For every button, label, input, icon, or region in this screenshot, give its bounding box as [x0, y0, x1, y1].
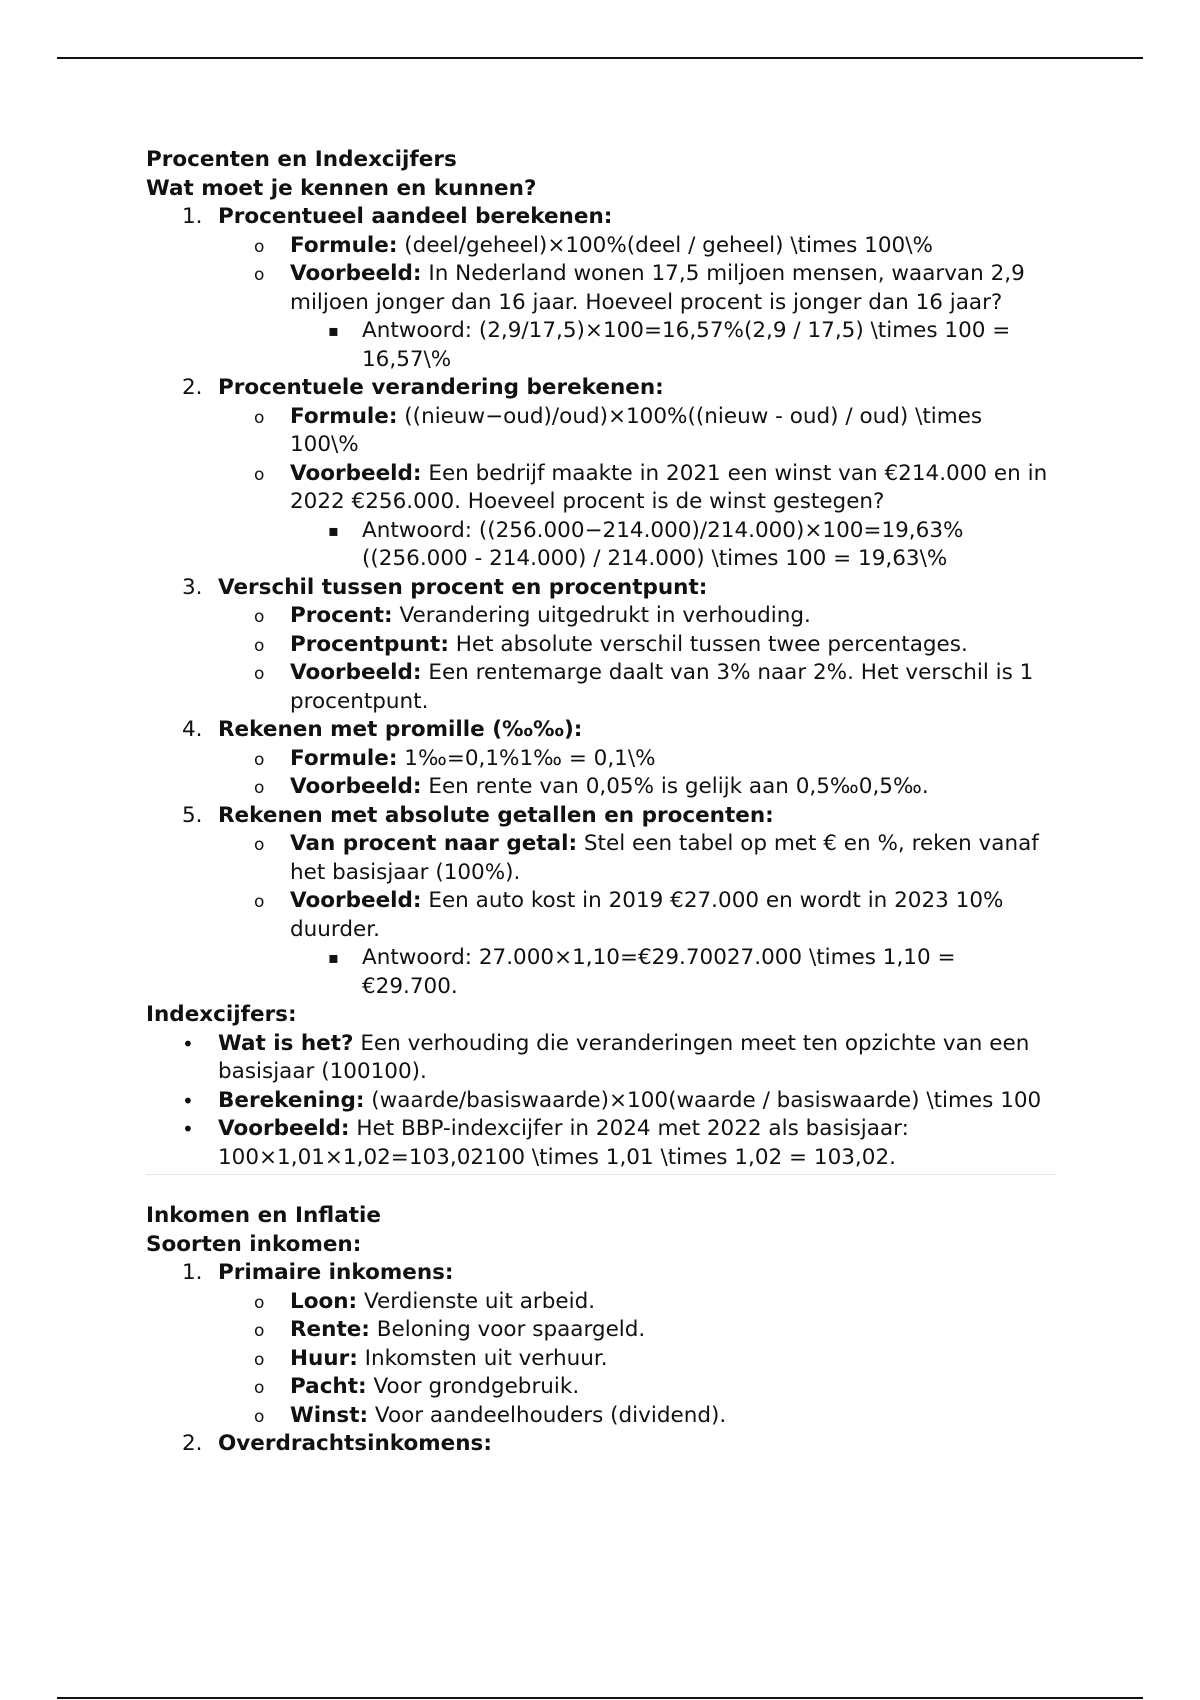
list-item [146, 1087, 1056, 1116]
item-text: Een verhouding die veranderingen meet ten opzichte van een basisjaar (100100). [218, 1030, 1030, 1084]
sub-item-text: (deel/geheel)×100%(deel / geheel) \times 100\% [397, 232, 933, 258]
list-number: 4. [182, 717, 203, 742]
answer-item [146, 944, 1056, 1001]
section-subtitle: Wat moet je kennen en kunnen? [146, 175, 537, 201]
circle-bullet-icon: o [254, 1349, 265, 1370]
item-label: Wat is het? [218, 1030, 354, 1056]
list-item [146, 802, 1056, 831]
sub-item-label: Huur: [290, 1345, 358, 1371]
list-item [146, 1030, 1056, 1087]
circle-bullet-icon: o [254, 236, 265, 257]
list-number: 1. [182, 204, 203, 229]
index-heading: Indexcijfers: [146, 1002, 297, 1027]
sub-item-label: Formule: [290, 403, 398, 429]
circle-bullet-icon: o [254, 1406, 265, 1427]
list-item [146, 574, 1056, 603]
sub-list-item [146, 745, 1056, 774]
sub-item-text: Een bedrijf maakte in 2021 een winst van €214.000 en in 2022 €256.000. Hoeveel procent is de winst gestegen? [290, 460, 1048, 514]
section-title: Procenten en Indexcijfers [146, 147, 457, 172]
list-item-title: Rekenen met promille (‰‰): [218, 717, 583, 742]
circle-bullet-icon: o [254, 778, 265, 798]
disc-bullet-icon: • [182, 1117, 194, 1141]
sub-list-item [146, 1288, 1056, 1317]
circle-bullet-icon: o [254, 1292, 265, 1313]
item-text: Het BBP-indexcijfer in 2024 met 2022 als basisjaar: 100×1,01×1,02=103,02100 \times 1,01 \times 1,02 = 103,02. [218, 1116, 909, 1170]
answer-item [146, 517, 1056, 574]
circle-bullet-icon: o [254, 1378, 265, 1398]
circle-bullet-icon: o [254, 265, 265, 285]
sub-item-label: Loon: [290, 1288, 358, 1314]
list-item [146, 1430, 1056, 1459]
list-item [146, 374, 1056, 403]
sub-item-text: Een rente van 0,05% is gelijk aan 0,5‰0,5‰. [421, 774, 929, 799]
numbered-list [146, 203, 1056, 1001]
numbered-list [146, 1259, 1056, 1459]
item-label: Voorbeeld: [218, 1116, 350, 1141]
page-bottom-rule [57, 1697, 1143, 1699]
item-text: (waarde/basiswaarde)×100(waarde / basiswaarde) \times 100 [364, 1087, 1042, 1113]
sub-item-label: Procentpunt: [290, 631, 449, 657]
circle-bullet-icon: o [254, 464, 265, 485]
list-item [146, 1115, 1056, 1172]
sub-item-text: Verandering uitgedrukt in verhouding. [392, 603, 811, 628]
sub-list-item [146, 460, 1056, 517]
circle-bullet-icon: o [254, 1321, 265, 1341]
sub-list-item [146, 1316, 1056, 1345]
answer-item [146, 317, 1056, 374]
sub-item-label: Pacht: [290, 1374, 367, 1399]
sub-item-text: ((nieuw−oud)/oud)×100%((nieuw - oud) / oud) \times 100\% [290, 403, 983, 457]
sub-item-text: Stel een tabel op met € en %, reken vanaf het basisjaar (100%). [290, 831, 1039, 885]
list-number: 2. [182, 375, 203, 400]
list-item-title: Verschil tussen procent en procentpunt: [218, 574, 708, 600]
page-top-rule [57, 57, 1143, 59]
section-subtitle: Soorten inkomen: [146, 1231, 362, 1257]
sub-item-label: Voorbeeld: [290, 261, 422, 286]
sub-item-text: Een rentemarge daalt van 3% naar 2%. Het verschil is 1 procentpunt. [290, 660, 1034, 714]
sub-list-item [146, 232, 1056, 261]
sub-item-text: Verdienste uit arbeid. [357, 1288, 596, 1314]
square-bullet-icon: ▪ [328, 520, 339, 540]
disc-bullet-icon: • [182, 1088, 194, 1113]
circle-bullet-icon: o [254, 749, 265, 770]
sub-list-item [146, 1373, 1056, 1402]
sub-item-text: Inkomsten uit verhuur. [357, 1345, 608, 1371]
list-item [146, 716, 1056, 745]
sub-item-label: Formule: [290, 232, 398, 258]
sub-list-item [146, 602, 1056, 631]
list-number: 2. [182, 1431, 203, 1456]
sub-item-text: Beloning voor spaargeld. [369, 1317, 646, 1342]
sub-list-item [146, 887, 1056, 944]
list-item-title: Overdrachtsinkomens: [218, 1431, 492, 1456]
sub-item-text: Voor grondgebruik. [366, 1374, 580, 1399]
sub-item-text: Het absolute verschil tussen twee percentages. [448, 631, 968, 657]
sub-list-item [146, 830, 1056, 887]
sub-item-label: Formule: [290, 745, 398, 771]
sub-list-item [146, 1402, 1056, 1431]
sub-item-label: Rente: [290, 1317, 370, 1342]
list-item-title: Primaire inkomens: [218, 1260, 454, 1285]
sub-item-text: In Nederland wonen 17,5 miljoen mensen, waarvan 2,9 miljoen jonger dan 16 jaar. Hoeveel procent is jonger dan 16 jaar? [290, 261, 1025, 315]
item-label: Berekening: [218, 1087, 365, 1113]
list-number: 1. [182, 1260, 203, 1285]
bullet-list [146, 1030, 1056, 1173]
sub-item-text: Voor aandeelhouders (dividend). [368, 1402, 727, 1428]
sub-item-label: Voorbeeld: [290, 460, 422, 486]
disc-bullet-icon: • [182, 1031, 194, 1056]
list-number: 5. [182, 802, 203, 828]
sub-list-item [146, 659, 1056, 716]
sub-list-item [146, 773, 1056, 802]
answer-text: Antwoord: 27.000×1,10=€29.70027.000 \times 1,10 = €29.700. [362, 945, 956, 999]
sub-item-label: Voorbeeld: [290, 774, 422, 799]
section-title: Inkomen en Inflatie [146, 1203, 381, 1228]
sub-list-item [146, 631, 1056, 660]
sub-item-text: 1‰=0,1%1‰ = 0,1\% [397, 745, 656, 771]
sub-item-label: Voorbeeld: [290, 888, 422, 913]
list-number: 3. [182, 574, 203, 600]
sub-list-item [146, 1345, 1056, 1374]
list-item-title: Rekenen met absolute getallen en procenten: [218, 802, 774, 828]
circle-bullet-icon: o [254, 835, 265, 855]
sub-item-label: Voorbeeld: [290, 660, 422, 685]
sub-item-label: Procent: [290, 603, 393, 628]
circle-bullet-icon: o [254, 407, 265, 428]
circle-bullet-icon: o [254, 607, 265, 627]
sub-list-item [146, 403, 1056, 460]
list-item [146, 1259, 1056, 1288]
square-bullet-icon: ▪ [328, 321, 339, 340]
sub-item-label: Winst: [290, 1402, 369, 1428]
document-body [146, 146, 1056, 1459]
sub-item-text: Een auto kost in 2019 €27.000 en wordt in 2023 10% duurder. [290, 888, 1004, 942]
list-item [146, 203, 1056, 232]
answer-text: Antwoord: ((256.000−214.000)/214.000)×100=19,63%((256.000 - 214.000) / 214.000) \times 100 = 19,63\% [362, 517, 964, 571]
circle-bullet-icon: o [254, 635, 265, 656]
section-divider [146, 1174, 1056, 1175]
circle-bullet-icon: o [254, 664, 265, 684]
list-item-title: Procentueel aandeel berekenen: [218, 204, 613, 229]
list-item-title: Procentuele verandering berekenen: [218, 375, 664, 400]
square-bullet-icon: ▪ [328, 948, 339, 967]
sub-list-item [146, 260, 1056, 317]
answer-text: Antwoord: (2,9/17,5)×100=16,57%(2,9 / 17,5) \times 100 = 16,57\% [362, 318, 1011, 372]
sub-item-label: Van procent naar getal: [290, 831, 578, 856]
circle-bullet-icon: o [254, 892, 265, 912]
